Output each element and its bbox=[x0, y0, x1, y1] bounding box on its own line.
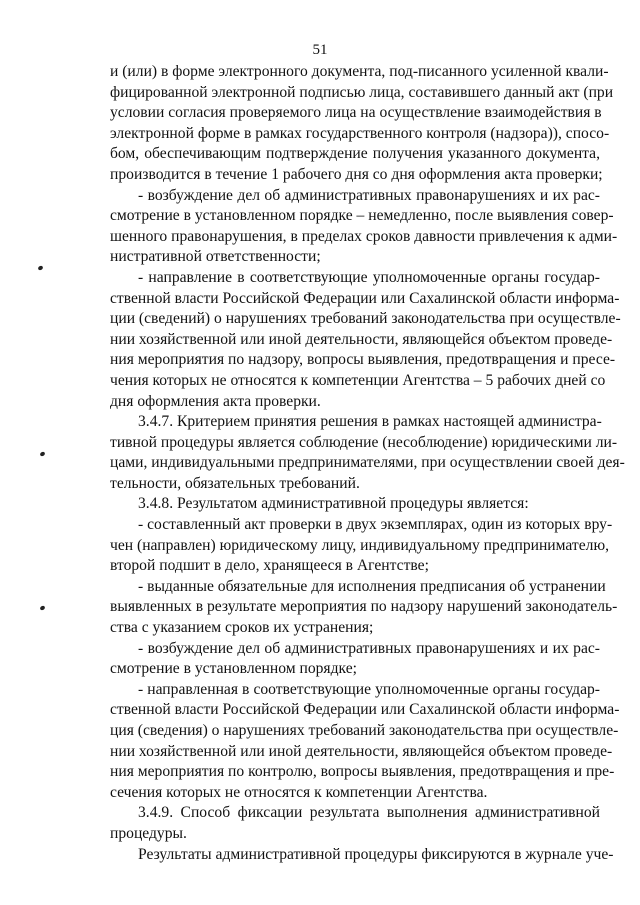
text-line: бом, обеспечивающим подтверждение получения указанного документа, bbox=[110, 145, 600, 163]
text-line: - выданные обязательные для исполнения предписания об устранении bbox=[138, 577, 606, 595]
text-line: ственной власти Российской Федерации или Сахалинской области информа- bbox=[110, 701, 620, 719]
text-line: смотрение в установленном порядке – немедленно, после выявления совер- bbox=[110, 207, 614, 225]
text-line: ния мероприятия по контролю, вопросы выявления, предотвращения и пре- bbox=[110, 763, 615, 781]
text-line: условии согласия проверяемого лица на осуществление взаимодействия в bbox=[110, 104, 602, 122]
text-line: - возбуждение дел об административных правонарушениях и их рас- bbox=[138, 639, 600, 657]
scan-mark bbox=[39, 451, 45, 457]
page-number: 51 bbox=[312, 42, 328, 58]
scan-mark bbox=[37, 265, 43, 271]
scan-mark bbox=[39, 605, 45, 611]
text-line: тивной процедуры является соблюдение (несоблюдение) юридическими ли- bbox=[110, 433, 618, 451]
text-line: выявленных в результате мероприятия по надзору нарушений законодатель- bbox=[110, 598, 618, 616]
text-line: 3.4.8. Результатом административной процедуры является: bbox=[138, 495, 529, 513]
text-line: электронной форме в рамках государственного контроля (надзора)), спосо- bbox=[110, 124, 610, 142]
text-line: фицированной электронной подписью лица, составившего данный акт (при bbox=[110, 83, 614, 101]
text-line: 3.4.7. Критерием принятия решения в рамках настоящей администра- bbox=[138, 413, 602, 431]
text-line: - составленный акт проверки в двух экземплярах, один из которых вру- bbox=[138, 516, 613, 534]
document-body bbox=[110, 62, 625, 865]
text-line: процедуры. bbox=[110, 824, 187, 842]
text-line: чен (направлен) юридическому лицу, индивидуальному предпринимателю, bbox=[110, 536, 609, 554]
text-line: чения которых не относятся к компетенции Агентства – 5 рабочих дней со bbox=[110, 371, 606, 389]
text-line: второй подшит в дело, хранящееся в Агентстве; bbox=[110, 557, 429, 575]
text-line: тельности, обязательных требований. bbox=[110, 474, 360, 492]
text-line: ственной власти Российской Федерации или Сахалинской области информа- bbox=[110, 289, 620, 307]
text-line: и (или) в форме электронного документа, под-писанного усиленной квали- bbox=[110, 63, 609, 80]
text-line: - направленная в соответствующие уполномоченные органы государ- bbox=[138, 680, 600, 698]
text-line: - возбуждение дел об административных правонарушениях и их рас- bbox=[138, 186, 600, 204]
text-line: нии хозяйственной или иной деятельности, являющейся объектом проведе- bbox=[110, 742, 613, 760]
text-line: ства с указанием сроков их устранения; bbox=[110, 619, 374, 637]
text-line: 3.4.9. Способ фиксации результата выполнения административной bbox=[138, 804, 600, 822]
text-line: - направление в соответствующие уполномоченные органы государ- bbox=[138, 268, 600, 286]
text-line: производится в течение 1 рабочего дня со дня оформления акта проверки; bbox=[110, 165, 603, 183]
text-line: нии хозяйственной или иной деятельности, являющейся объектом проведе- bbox=[110, 330, 613, 348]
text-line: ции (сведений) о нарушениях требований законодательства при осуществле- bbox=[110, 310, 621, 328]
text-line: Результаты административной процедуры фиксируются в журнале уче- bbox=[138, 845, 614, 863]
text-line: шенного правонарушения, в пределах сроков давности привлечения к адми- bbox=[110, 227, 618, 245]
text-line: сечения которых не относятся к компетенции Агентства. bbox=[110, 783, 488, 801]
text-line: дня оформления акта проверки. bbox=[110, 392, 321, 410]
text-line: ция (сведения) о нарушениях требований законодательства при осуществле- bbox=[110, 722, 619, 739]
text-line: нистративной ответственности; bbox=[110, 248, 321, 266]
text-line: ния мероприятия по надзору, вопросы выявления, предотвращения и пресе- bbox=[110, 351, 616, 369]
text-line: смотрение в установленном порядке; bbox=[110, 660, 357, 678]
text-line: цами, индивидуальными предпринимателями, при осуществлении своей дея- bbox=[110, 454, 625, 472]
